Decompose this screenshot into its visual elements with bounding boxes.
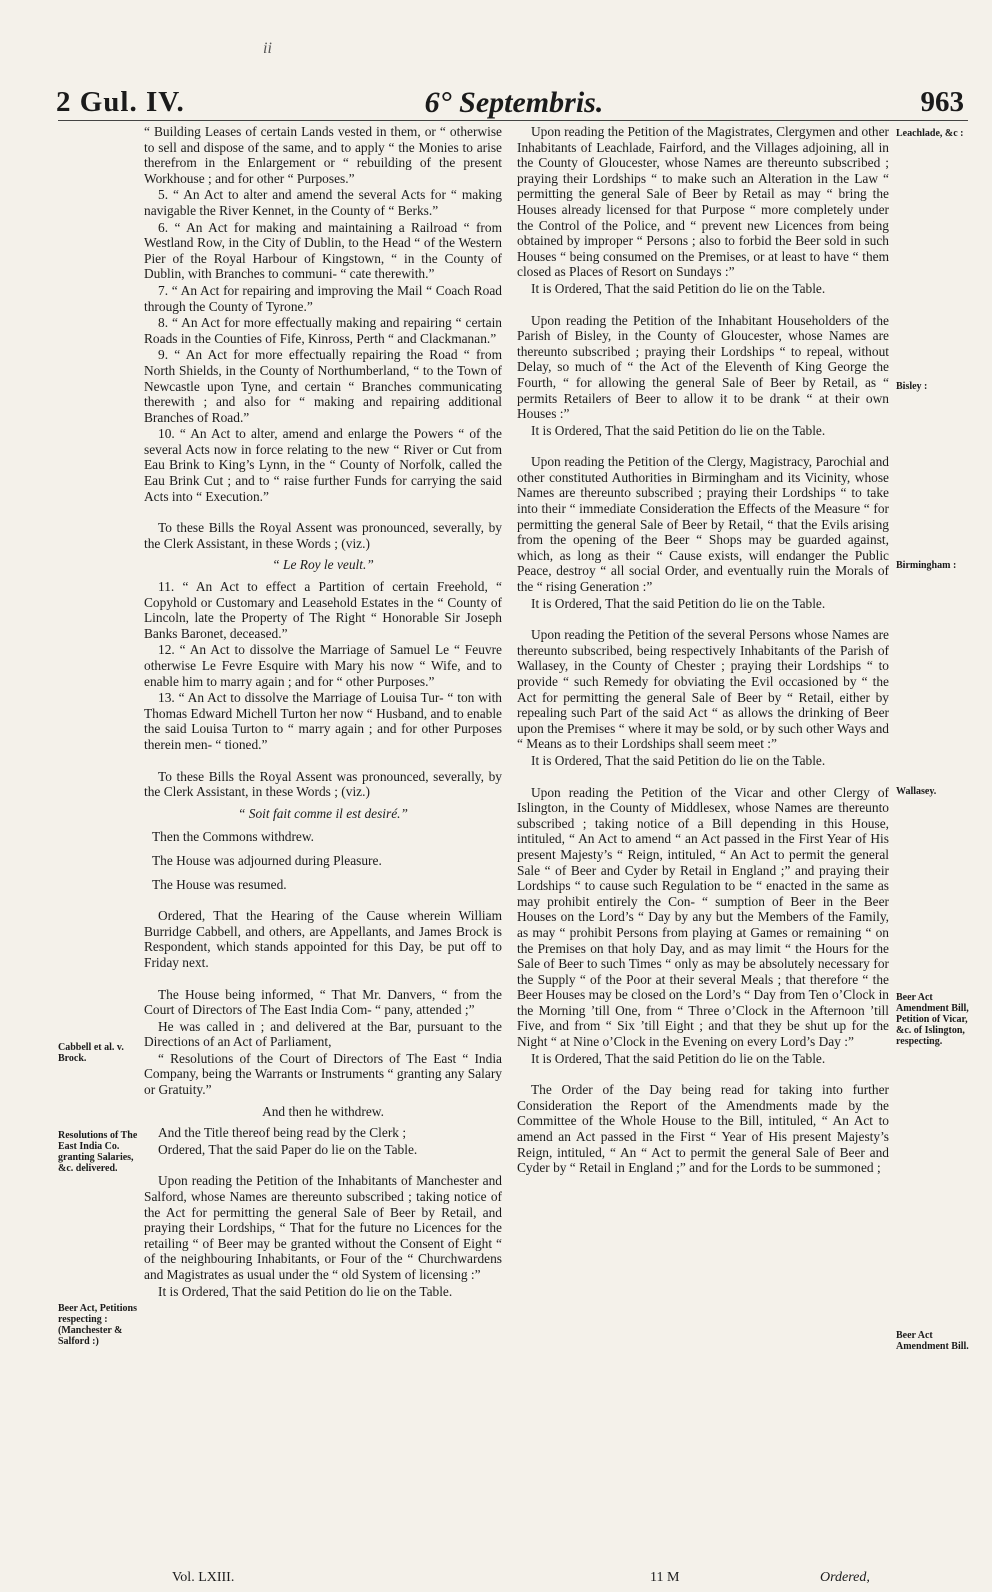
paragraph: The House was resumed. bbox=[152, 876, 287, 892]
page-number: 963 bbox=[920, 86, 964, 118]
paragraph: “ Resolutions of the Court of Directors of The East “ India Company, being the Warrants or Instruments “ granting any Salary or Gratuity.” bbox=[144, 1050, 502, 1098]
paragraph: “ Building Leases of certain Lands vested in them, or “ otherwise to sell and dispose of the same, and to apply “ the Monies to arise therefrom in the Enlargement or “ rebuilding of the present Workhouse ; and for other “ Purposes.” bbox=[144, 124, 502, 186]
catchword: Ordered, bbox=[820, 1570, 870, 1585]
paragraph: Upon reading the Petition of the several Persons whose Names are thereunto subscribed, being respectively Inhabitants of the Parish of Wallasey, in the County of Chester ; praying their Lordships “ to provide “ such Remedy for obviating the Evil occasioned by “ the Act for permitting the general Sale of Beer by “ Retail, either by repealing such Part of the said Act “ as allows the drinking of Beer upon the Premises “ where it may be sold, or by such other Ways and “ Means as to their Lordships shall seem meet :” bbox=[517, 627, 889, 752]
paragraph: And the Title thereof being read by the Clerk ; bbox=[158, 1125, 407, 1141]
paragraph: Upon reading the Petition of the Inhabitant Householders of the Parish of Bisley, in the County of Gloucester, whose Names are thereunto subscribed ; praying their Lordships “ to repeal, without Delay, so much of “ the Act of the Eleventh of King George the Fourth, “ for allowing the general Sale of Beer by Retail, as “ permits Retailers of Beer to allow it to be drank “ at their own Houses :” bbox=[517, 312, 889, 422]
left-column bbox=[144, 124, 502, 1300]
paragraph: Then the Commons withdrew. bbox=[152, 829, 315, 845]
paragraph: To these Bills the Royal Assent was pronounced, severally, by the Clerk Assistant, in these Words ; (viz.) bbox=[144, 768, 502, 800]
paragraph: It is Ordered, That the said Petition do lie on the Table. bbox=[531, 280, 826, 296]
paragraph: 10. “ An Act to alter, amend and enlarge the Powers “ of the several Acts now in force relating to the new “ River or Cut from Eau Brink to King’s Lynn, in the “ County of Norfolk, called the Eau Brink Cut ; and to “ raise further Funds for carrying the said Acts into “ Execution.” bbox=[144, 426, 502, 504]
page-date: 6° Septembris. bbox=[424, 86, 604, 119]
signature-mark: 11 M bbox=[650, 1570, 680, 1585]
paragraph: Ordered, That the said Paper do lie on the Table. bbox=[158, 1141, 418, 1157]
royal-assent-formula: “ Le Roy le veult.” bbox=[272, 557, 374, 573]
paragraph: It is Ordered, That the said Petition do lie on the Table. bbox=[531, 1050, 826, 1066]
page-header bbox=[56, 86, 972, 122]
paragraph: It is Ordered, That the said Petition do lie on the Table. bbox=[531, 595, 826, 611]
paragraph: 9. “ An Act for more effectually repairing the Road “ from North Shields, in the County of Northumberland, “ to the Town of Newcastle upon Tyne, and certain “ Branches communicating therewith ; and also for “ making and repairing additional Branches of Road.” bbox=[144, 347, 502, 425]
volume-label: Vol. LXIII. bbox=[172, 1570, 235, 1585]
paragraph: The House being informed, “ That Mr. Danvers, “ from the Court of Directors of The East India Com- “ pany, attended ;” bbox=[144, 986, 502, 1018]
right-column bbox=[517, 124, 889, 1177]
paragraph: 6. “ An Act for making and maintaining a Railroad “ from Westland Row, in the City of Dublin, to the Head “ of the Western Pier of the Royal Harbour of Kingstown, “ in the County of Dublin, with Branches to communi- “ cate therewith.” bbox=[144, 219, 502, 282]
paragraph: Upon reading the Petition of the Magistrates, Clergymen and other Inhabitants of Leachlade, Fairford, and the Villages adjoining, all in the County of Gloucester, whose Names are thereunto subscribed ; praying their Lordships “ to make such an Alteration in the Law “ permitting the general Sale of Beer by Retail as may “ bring the Houses already licensed for that Purpose “ more completely under the Control of the Police, and “ prevent new Licences from being obtained by improper “ Persons ; also to forbid the Beer sold in such Houses “ being consumed on the Premises, or at least to have “ them closed as Places of Resort on Sundays :” bbox=[517, 124, 889, 280]
regnal-year: 2 Gul. IV. bbox=[56, 86, 185, 118]
paragraph: The House was adjourned during Pleasure. bbox=[152, 852, 382, 868]
paragraph: Upon reading the Petition of the Vicar and other Clergy of Islington, in the County of Middlesex, whose Names are thereunto subscribed ; taking notice of a Bill depending in this House, intituled, “ An Act to amend “ an Act passed in the First Year of His present Majesty’s “ Reign, intituled, “ An Act to permit the general Sale “ of Beer and Cyder by Retail in England ;” and praying their Lordships “ to cause such Regulation to be “ enacted in the same as may prohibit entirely the Con- “ sumption of Beer in the Beer Houses on the Lord’s “ Day by any but the Members of the Family, as may “ prohibit Persons from playing at Games or remaining “ on the Premises on that holy Day, and as may limit “ the Hours for the Sale of Beer to such Times “ only as may be absolutely necessary for the Supply “ of the Poor at their several Meals ; that therefore “ the Beer Houses may be closed on the Lord’s “ Day from Ten o’Clock in the Morning ’till One, from “ Three o’Clock in the Afternoon ’till Five, and from “ Six ’till Eight ; and that they be shut up for the Night “ at Nine o’Clock in the Evening on every Lord’s Day :” bbox=[517, 784, 889, 1050]
margin-note-wallasey: Wallasey. bbox=[896, 786, 937, 797]
margin-note-beer-petitions: Beer Act, Petitions respecting : (Manchester & Salford :) bbox=[58, 1303, 137, 1347]
margin-note-bisley: Bisley : bbox=[896, 381, 928, 392]
margin-note-leachlade: Leachlade, &c : bbox=[896, 128, 964, 139]
paragraph: 8. “ An Act for more effectually making and repairing “ certain Roads in the Counties of Fife, Kinross, Perth “ and Clackmanan.” bbox=[144, 315, 502, 346]
paragraph: 5. “ An Act to alter and amend the several Acts for “ making navigable the River Kennet, in the County of “ Berks.” bbox=[144, 187, 502, 218]
margin-note-birmingham: Birmingham : bbox=[896, 560, 957, 571]
royal-assent-formula: “ Soit fait comme il est desiré.” bbox=[238, 805, 408, 821]
paragraph: And then he withdrew. bbox=[262, 1103, 384, 1119]
margin-note-amendment-bill: Beer Act Amendment Bill. bbox=[896, 1330, 969, 1352]
paragraph: The Order of the Day being read for taking into further Consideration the Report of the Amendments made by the Committee of the Whole House to the Bill, intituled, “ An Act to amend an Act passed in the First “ Year of His present Majesty’s Reign, intituled, “ An “ Act to permit the general Sale of Beer and Cyder by “ Retail in England ;” and for the Lords to be summoned ; bbox=[517, 1082, 889, 1176]
margin-note-cabbell: Cabbell et al. v. Brock. bbox=[58, 1042, 124, 1064]
paragraph: To these Bills the Royal Assent was pronounced, severally, by the Clerk Assistant, in these Words ; (viz.) bbox=[144, 520, 502, 551]
pen-mark: ii bbox=[263, 40, 272, 57]
paragraph: 13. “ An Act to dissolve the Marriage of Louisa Tur- “ ton with Thomas Edward Michell Turton her now “ Husband, and to enable the said Louisa Turton to “ marry again ; and for other Purposes therein men- “ tioned.” bbox=[144, 690, 502, 752]
header-rule bbox=[58, 120, 968, 121]
paragraph: Upon reading the Petition of the Clergy, Magistracy, Parochial and other constituted Authorities in Birmingham and its Vicinity, whose Names are thereunto subscribed ; praying their Lordships “ to take into their “ immediate Consideration the Effects of the Measure “ for permitting the general Sale of Beer by Retail, “ that the Evils arising from the opening of the Beer “ Shops may be guarded against, which, as long as their “ Cause exists, will endanger the Public Peace, destroy “ all social Order, and eventually ruin the Morals of the “ rising Generation :” bbox=[517, 454, 889, 595]
paragraph: It is Ordered, That the said Petition do lie on the Table. bbox=[531, 422, 826, 438]
paragraph: It is Ordered, That the said Petition do lie on the Table. bbox=[158, 1283, 453, 1299]
paragraph: Ordered, That the Hearing of the Cause wherein William Burridge Cabbell, and others, are Appellants, and James Brock is Respondent, which stands appointed for this Day, be put off to Friday next. bbox=[144, 908, 502, 970]
margin-note-resolutions: Resolutions of The East India Co. granting Salaries, &c. delivered. bbox=[58, 1130, 138, 1174]
paragraph: It is Ordered, That the said Petition do lie on the Table. bbox=[531, 752, 826, 768]
paragraph: 7. “ An Act for repairing and improving the Mail “ Coach Road through the County of Tyrone.” bbox=[144, 282, 502, 314]
margin-note-islington: Beer Act Amendment Bill, Petition of Vicar, &c. of Islington, respecting. bbox=[896, 992, 969, 1047]
paragraph: 12. “ An Act to dissolve the Marriage of Samuel Le “ Feuvre otherwise Le Fevre Esquire with Mary his now “ Wife, and to enable him to marry again ; and for “ other Purposes.” bbox=[144, 642, 502, 689]
paragraph: 11. “ An Act to effect a Partition of certain Freehold, “ Copyhold or Customary and Leasehold Estates in the “ County of Lincoln, late the Property of The Right “ Honorable Sir Joseph Banks Baronet, deceased.” bbox=[144, 579, 502, 641]
paragraph: He was called in ; and delivered at the Bar, pursuant to the Directions of an Act of Parliament, bbox=[144, 1018, 502, 1050]
paragraph: Upon reading the Petition of the Inhabitants of Manchester and Salford, whose Names are thereunto subscribed ; taking notice of the Act for permitting the general Sale of Beer by Retail, and praying their Lordships, “ That for the future no Licences for the retailing “ of Beer may be granted without the Consent of Eight “ of the neighbouring Inhabitants, or Four of the “ Churchwardens and Magistrates as usual under the “ old System of licensing :” bbox=[144, 1173, 502, 1282]
